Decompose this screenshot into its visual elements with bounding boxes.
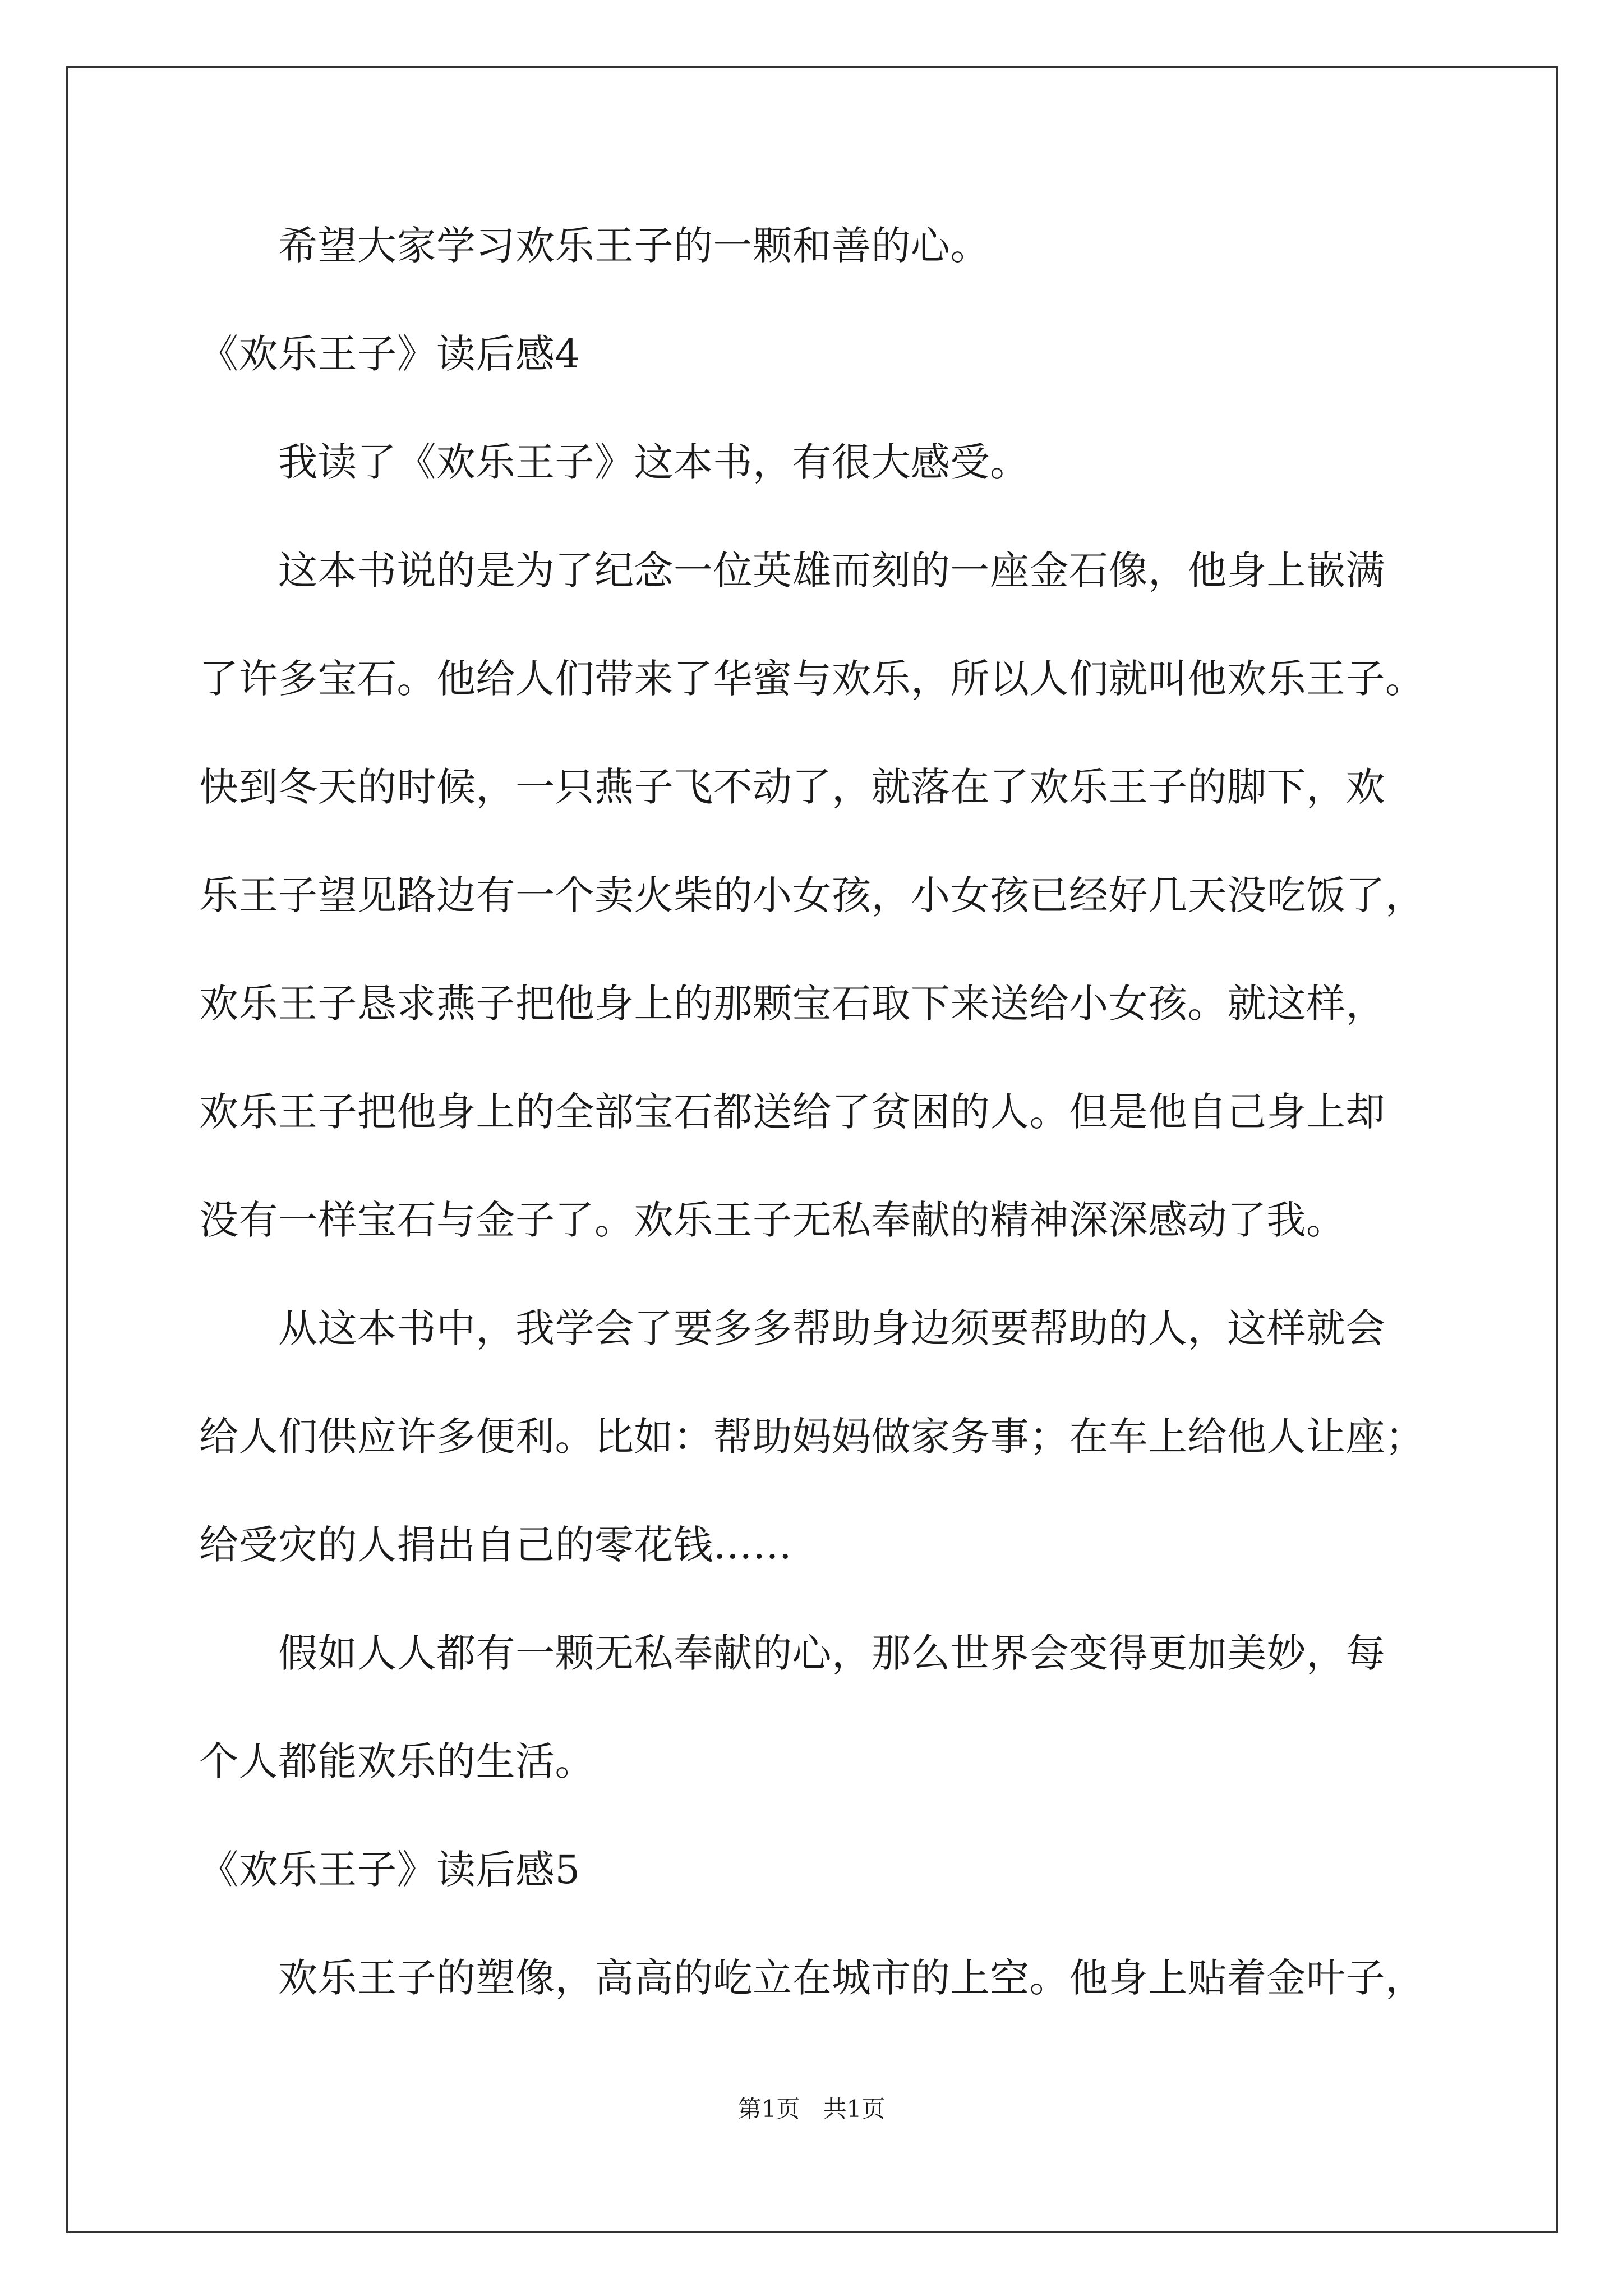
paragraph-line: 假如人人都有一颗无私奉献的心，那么世界会变得更加美妙，每 [199, 1630, 1385, 1676]
page-number-total: 共1页 [823, 2095, 886, 2123]
paragraph-line: 这本书说的是为了纪念一位英雄而刻的一座金石像，他身上嵌满 [199, 547, 1385, 593]
page-number-current: 第1页 [737, 2095, 800, 2123]
paragraph-line: 欢乐王子把他身上的全部宝石都送给了贫困的人。但是他自己身上却 [199, 1089, 1385, 1135]
paragraph-line: 希望大家学习欢乐王子的一颗和善的心。 [199, 223, 990, 269]
paragraph-line: 乐王子望见路边有一个卖火柴的小女孩，小女孩已经好几天没吃饭了， [199, 872, 1425, 918]
paragraph-line: 快到冬天的时候，一只燕子飞不动了，就落在了欢乐王子的脚下，欢 [199, 764, 1385, 810]
section-heading: 《欢乐王子》读后感5 [199, 1847, 580, 1893]
page-footer [0, 2092, 1623, 2126]
paragraph-line: 给受灾的人捐出自己的零花钱…… [199, 1522, 792, 1568]
page-frame [66, 66, 1558, 2233]
paragraph-line: 我读了《欢乐王子》这本书，有很大感受。 [199, 439, 1030, 485]
paragraph-line: 个人都能欢乐的生活。 [199, 1738, 594, 1784]
paragraph-line: 从这本书中，我学会了要多多帮助身边须要帮助的人，这样就会 [199, 1305, 1385, 1351]
paragraph-line: 欢乐王子恳求燕子把他身上的那颗宝石取下来送给小女孩。就这样， [199, 981, 1385, 1027]
paragraph-line: 欢乐王子的塑像，高高的屹立在城市的上空。他身上贴着金叶子， [199, 1955, 1425, 2001]
paragraph-line: 给人们供应许多便利。比如：帮助妈妈做家务事；在车上给他人让座； [199, 1414, 1425, 1460]
paragraph-line: 没有一样宝石与金子了。欢乐王子无私奉献的精神深深感动了我。 [199, 1197, 1346, 1243]
paragraph-line: 了许多宝石。他给人们带来了华蜜与欢乐，所以人们就叫他欢乐王子。 [199, 656, 1425, 702]
section-heading: 《欢乐王子》读后感4 [199, 331, 580, 377]
